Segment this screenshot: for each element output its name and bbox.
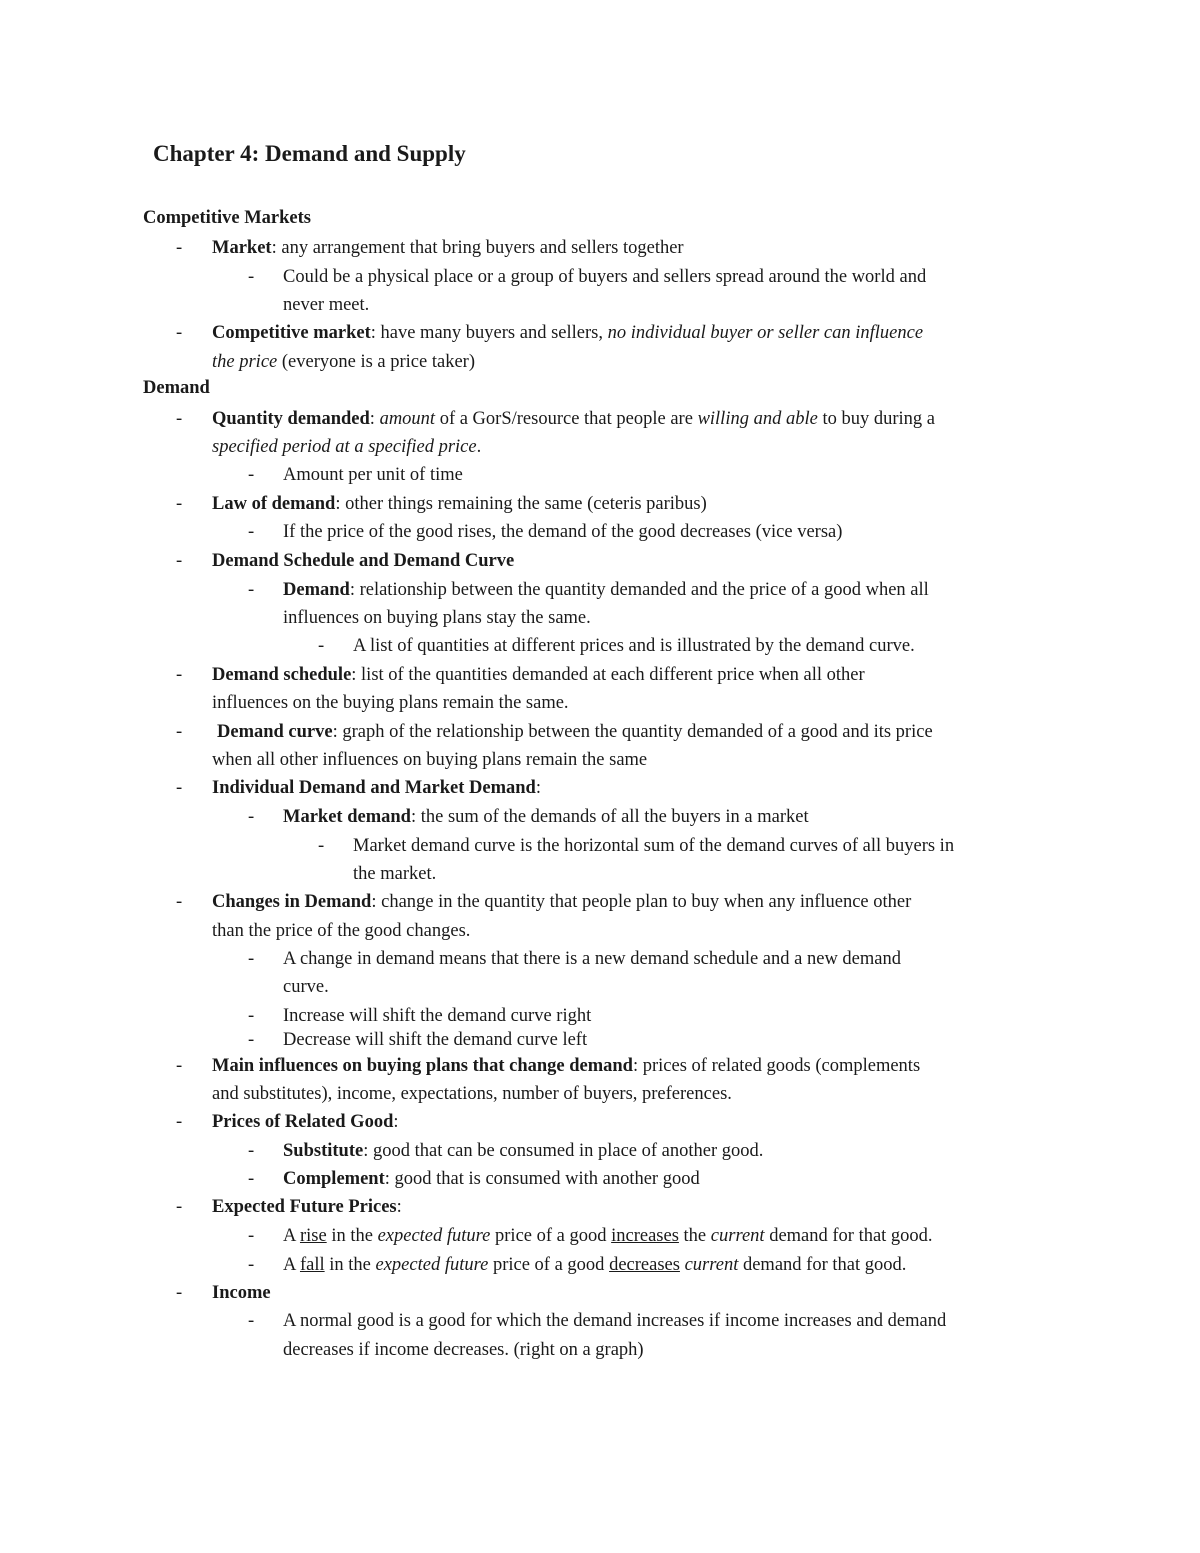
list-item: Market demand curve is the horizontal sum of the demand curves of all buyers in (353, 836, 955, 856)
bullet-dash: - (248, 1226, 255, 1246)
bullet-dash: - (176, 1056, 183, 1076)
list-item: Demand schedule: list of the quantities demanded at each different price when all other (212, 665, 865, 685)
list-item: Increase will shift the demand curve right (283, 1006, 592, 1026)
list-item-continuation: curve. (283, 977, 329, 997)
list-item: A fall in the expected future price of a good decreases current demand for that good. (283, 1255, 907, 1275)
bullet-dash: - (176, 778, 183, 798)
bullet-dash: - (248, 267, 255, 287)
list-item: Law of demand: other things remaining the same (ceteris paribus) (212, 494, 707, 514)
list-item: Demand curve: graph of the relationship between the quantity demanded of a good and its price (217, 722, 933, 742)
list-item: Demand Schedule and Demand Curve (212, 551, 515, 571)
list-item-continuation: decreases if income decreases. (right on a graph) (283, 1340, 644, 1360)
list-item: Substitute: good that can be consumed in place of another good. (283, 1141, 764, 1161)
list-item-continuation: the market. (353, 864, 437, 884)
bullet-dash: - (248, 522, 255, 542)
page-title: Chapter 4: Demand and Supply (153, 141, 466, 166)
list-item: Expected Future Prices: (212, 1197, 402, 1217)
list-item: A change in demand means that there is a new demand schedule and a new demand (283, 949, 901, 969)
bullet-dash: - (176, 665, 183, 685)
section-heading-competitive-markets: Competitive Markets (143, 208, 311, 228)
list-item: Competitive market: have many buyers and sellers, no individual buyer or seller can influence (212, 323, 924, 343)
bullet-dash: - (248, 465, 255, 485)
bullet-dash: - (176, 1197, 183, 1217)
list-item: Main influences on buying plans that change demand: prices of related goods (complements (212, 1056, 921, 1076)
bullet-dash: - (176, 551, 183, 571)
bullet-dash: - (176, 1283, 183, 1303)
section-heading-demand: Demand (143, 378, 210, 398)
bullet-dash: - (176, 494, 183, 514)
list-item: Complement: good that is consumed with another good (283, 1169, 700, 1189)
list-item-continuation: the price (everyone is a price taker) (212, 352, 475, 372)
list-item-continuation: than the price of the good changes. (212, 921, 471, 941)
list-item: Market: any arrangement that bring buyers and sellers together (212, 238, 684, 258)
list-item: A list of quantities at different prices and is illustrated by the demand curve. (353, 636, 915, 656)
list-item-continuation: influences on buying plans stay the same. (283, 608, 591, 628)
bullet-dash: - (176, 1112, 183, 1132)
list-item-continuation: when all other influences on buying plans remain the same (212, 750, 648, 770)
list-item: Could be a physical place or a group of buyers and sellers spread around the world and (283, 267, 927, 287)
bullet-dash: - (248, 1006, 255, 1026)
list-item: Demand: relationship between the quantity demanded and the price of a good when all (283, 580, 929, 600)
list-item-continuation: and substitutes), income, expectations, number of buyers, preferences. (212, 1084, 732, 1104)
list-item: If the price of the good rises, the demand of the good decreases (vice versa) (283, 522, 843, 542)
bullet-dash: - (176, 409, 183, 429)
bullet-dash: - (176, 323, 183, 343)
bullet-dash: - (248, 580, 255, 600)
bullet-dash: - (248, 1311, 255, 1331)
bullet-dash: - (176, 722, 183, 742)
list-item: A rise in the expected future price of a good increases the current demand for that good. (283, 1226, 933, 1246)
bullet-dash: - (248, 1255, 255, 1275)
list-item: Income (212, 1283, 271, 1303)
list-item: Prices of Related Good: (212, 1112, 399, 1132)
list-item-continuation: never meet. (283, 295, 370, 315)
bullet-dash: - (318, 836, 325, 856)
list-item: Individual Demand and Market Demand: (212, 778, 541, 798)
list-item: Quantity demanded: amount of a GorS/resource that people are willing and able to buy during a (212, 409, 935, 429)
bullet-dash: - (318, 636, 325, 656)
bullet-dash: - (248, 1030, 255, 1050)
bullet-dash: - (248, 1169, 255, 1189)
list-item: Changes in Demand: change in the quantity that people plan to buy when any influence other (212, 892, 912, 912)
bullet-dash: - (248, 949, 255, 969)
list-item-continuation: influences on the buying plans remain the same. (212, 693, 569, 713)
bullet-dash: - (176, 238, 183, 258)
bullet-dash: - (248, 807, 255, 827)
list-item: Market demand: the sum of the demands of all the buyers in a market (283, 807, 809, 827)
bullet-dash: - (248, 1141, 255, 1161)
list-item: A normal good is a good for which the demand increases if income increases and demand (283, 1311, 947, 1331)
bullet-dash: - (176, 892, 183, 912)
list-item: Decrease will shift the demand curve left (283, 1030, 588, 1050)
list-item-continuation: specified period at a specified price. (212, 437, 482, 457)
list-item: Amount per unit of time (283, 465, 463, 485)
